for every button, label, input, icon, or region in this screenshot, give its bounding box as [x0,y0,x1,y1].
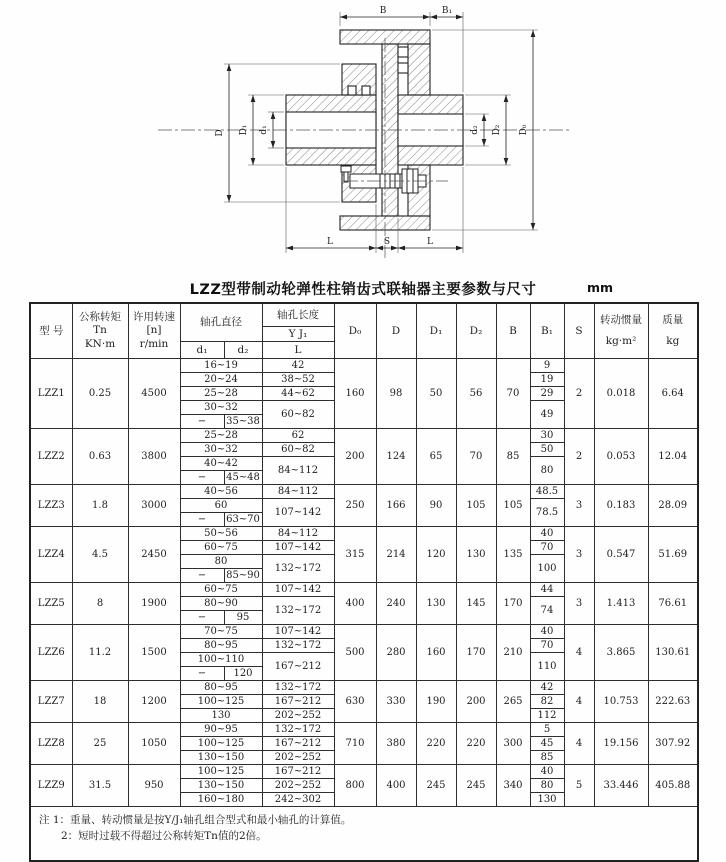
B-cell: 300 [496,723,530,765]
dim-label-D: D [215,129,225,137]
parameters-table [29,302,699,862]
D-cell: 214 [376,527,416,583]
bore-dia-cell: 130~150 [180,751,262,765]
bore-len-cell: 62 [262,429,334,443]
inertia-cell: 0.547 [594,527,648,583]
d1-cell: − [180,513,224,527]
model-cell: LZZ6 [30,625,72,681]
B1-cell: 80 [530,457,564,485]
B-cell: 210 [496,625,530,681]
B-cell: 340 [496,765,530,807]
table-header [30,303,698,359]
B1-cell: 50 [530,443,564,457]
B1-cell: 70 [530,541,564,555]
table-row [30,359,698,373]
B1-cell: 85 [530,751,564,765]
D1-cell: 90 [416,485,456,527]
header-torque: 公称转矩 Tn KN·m [72,303,128,359]
bore-len-cell: 242~302 [262,793,334,807]
table-notes [30,807,698,862]
B1-cell: 40 [530,765,564,779]
bore-len-cell: 202~252 [262,709,334,723]
D0-cell: 800 [334,765,376,807]
S-cell: 3 [564,485,594,527]
bore-dia-cell: 50~56 [180,527,262,541]
D-cell: 280 [376,625,416,681]
bore-len-cell: 202~252 [262,751,334,765]
bore-dia-cell: 60 [180,499,262,513]
bore-len-cell: 107~142 [262,499,334,527]
note-2: 2：短时过载不得超过公称转矩Tn值的2倍。 [61,830,267,843]
dim-label-D0: D₀ [519,124,529,136]
bore-len-cell: 60~82 [262,443,334,457]
bore-len-cell: 132~172 [262,723,334,737]
D1-cell: 245 [416,765,456,807]
table-row [30,723,698,737]
bore-dia-cell: 25~28 [180,387,262,401]
header-bore-len: 轴孔长度 [262,303,334,327]
table-body [30,359,698,807]
bore-len-cell: 44~62 [262,387,334,401]
D-cell: 380 [376,723,416,765]
D1-cell: 50 [416,359,456,429]
model-cell: LZZ5 [30,583,72,625]
bore-dia-cell: 90~95 [180,723,262,737]
B1-cell: 44 [530,583,564,597]
bore-len-cell: 42 [262,359,334,373]
unit-label: mm [586,280,613,295]
model-cell: LZZ9 [30,765,72,807]
bore-dia-cell: 30~32 [180,443,262,457]
dim-label-D1: D₁ [239,124,249,136]
S-cell: 4 [564,625,594,681]
B1-cell: 30 [530,429,564,443]
title-row [29,278,697,298]
D0-cell: 500 [334,625,376,681]
header-model: 型 号 [30,303,72,359]
D1-cell: 130 [416,583,456,625]
bore-len-cell: 60~82 [262,401,334,429]
model-cell: LZZ7 [30,681,72,723]
header-d1: d₁ [180,342,224,359]
bore-dia-cell: 130~150 [180,779,262,793]
B1-cell: 19 [530,373,564,387]
B-cell: 85 [496,429,530,485]
B-cell: 170 [496,583,530,625]
torque-cell: 31.5 [72,765,128,807]
bore-len-cell: 132~172 [262,597,334,625]
inertia-cell: 19.156 [594,723,648,765]
bore-len-cell: 167~212 [262,695,334,709]
speed-cell: 2450 [128,527,180,583]
header-D2: D₂ [456,303,496,359]
B1-cell: 40 [530,625,564,639]
header-bore-dia: 轴孔直径 [180,303,262,342]
inertia-cell: 0.018 [594,359,648,429]
d2-cell: 45~48 [224,471,262,485]
table-row [30,765,698,779]
bore-dia-cell: 25~28 [180,429,262,443]
header-D: D [376,303,416,359]
bore-dia-cell: 70~75 [180,625,262,639]
D1-cell: 190 [416,681,456,723]
d2-cell: 35~38 [224,415,262,429]
d1-cell: − [180,471,224,485]
mass-cell: 28.09 [648,485,698,527]
B-cell: 105 [496,485,530,527]
mass-cell: 76.61 [648,583,698,625]
dim-label-L-right: L [427,237,433,247]
bore-dia-cell: 16~19 [180,359,262,373]
D0-cell: 400 [334,583,376,625]
dim-label-D2: D₂ [492,124,502,136]
table-row [30,485,698,499]
speed-cell: 1050 [128,723,180,765]
torque-cell: 8 [72,583,128,625]
speed-cell: 3800 [128,429,180,485]
mass-cell: 222.63 [648,681,698,723]
speed-cell: 1200 [128,681,180,723]
B-cell: 265 [496,681,530,723]
header-B: B [496,303,530,359]
dim-label-S: S [383,237,391,247]
B1-cell: 130 [530,793,564,807]
bore-len-cell: 132~172 [262,639,334,653]
D2-cell: 56 [456,359,496,429]
B-cell: 135 [496,527,530,583]
D0-cell: 160 [334,359,376,429]
mass-cell: 6.64 [648,359,698,429]
S-cell: 2 [564,429,594,485]
bore-dia-cell: 100~110 [180,653,262,667]
mass-cell: 405.88 [648,765,698,807]
D2-cell: 70 [456,429,496,485]
D2-cell: 220 [456,723,496,765]
S-cell: 3 [564,527,594,583]
B1-cell: 112 [530,709,564,723]
d2-cell: 120 [224,667,262,681]
D-cell: 240 [376,583,416,625]
inertia-cell: 33.446 [594,765,648,807]
torque-cell: 11.2 [72,625,128,681]
model-cell: LZZ8 [30,723,72,765]
header-B1: B₁ [530,303,564,359]
B1-cell: 110 [530,653,564,681]
coupling-cross-section [0,0,726,272]
bore-dia-cell: 60~75 [180,541,262,555]
model-cell: LZZ1 [30,359,72,429]
D1-cell: 120 [416,527,456,583]
header-L: L [262,342,334,359]
bore-dia-cell: 60~75 [180,583,262,597]
header-S: S [564,303,594,359]
D-cell: 330 [376,681,416,723]
bore-dia-cell: 80~90 [180,597,262,611]
bore-len-cell: 167~212 [262,737,334,751]
bore-len-cell: 107~142 [262,583,334,597]
speed-cell: 3000 [128,485,180,527]
bore-len-cell: 38~52 [262,373,334,387]
torque-cell: 4.5 [72,527,128,583]
D-cell: 98 [376,359,416,429]
D2-cell: 145 [456,583,496,625]
bore-len-cell: 107~142 [262,541,334,555]
header-D0: D₀ [334,303,376,359]
inertia-cell: 10.753 [594,681,648,723]
D-cell: 400 [376,765,416,807]
torque-cell: 1.8 [72,485,128,527]
bore-len-cell: 132~172 [262,681,334,695]
S-cell: 2 [564,359,594,429]
d1-cell: − [180,611,224,625]
header-yj: Y J₁ [262,327,334,342]
B-cell: 70 [496,359,530,429]
speed-cell: 950 [128,765,180,807]
B1-cell: 70 [530,639,564,653]
model-cell: LZZ4 [30,527,72,583]
B1-cell: 48.5 [530,485,564,499]
d1-cell: − [180,415,224,429]
d1-cell: − [180,667,224,681]
bore-dia-cell: 100~125 [180,765,262,779]
torque-cell: 0.63 [72,429,128,485]
B1-cell: 45 [530,737,564,751]
B1-cell: 82 [530,695,564,709]
bore-len-cell: 167~212 [262,653,334,681]
B1-cell: 49 [530,401,564,429]
mass-cell: 130.61 [648,625,698,681]
B1-cell: 80 [530,779,564,793]
bore-dia-cell: 30~32 [180,401,262,415]
B1-cell: 40 [530,527,564,541]
bore-dia-cell: 160~180 [180,793,262,807]
header-d2: d₂ [224,342,262,359]
bore-dia-cell: 130 [180,709,262,723]
speed-cell: 1900 [128,583,180,625]
D-cell: 124 [376,429,416,485]
mass-cell: 12.04 [648,429,698,485]
bore-dia-cell: 100~125 [180,737,262,751]
D-cell: 166 [376,485,416,527]
D0-cell: 315 [334,527,376,583]
D0-cell: 250 [334,485,376,527]
inertia-cell: 1.413 [594,583,648,625]
B1-cell: 78.5 [530,499,564,527]
bore-len-cell: 202~252 [262,779,334,793]
header-inertia: 转动惯量 kg·m² [594,303,648,359]
bore-dia-cell: 40~56 [180,485,262,499]
torque-cell: 18 [72,681,128,723]
model-cell: LZZ3 [30,485,72,527]
bore-dia-cell: 40~42 [180,457,262,471]
S-cell: 4 [564,723,594,765]
D0-cell: 200 [334,429,376,485]
inertia-cell: 0.183 [594,485,648,527]
bore-len-cell: 84~112 [262,485,334,499]
bore-dia-cell: 20~24 [180,373,262,387]
B1-cell: 5 [530,723,564,737]
dim-label-B1: B₁ [441,6,453,16]
bore-len-cell: 107~142 [262,625,334,639]
B1-cell: 9 [530,359,564,373]
B1-cell: 42 [530,681,564,695]
header-D1: D₁ [416,303,456,359]
speed-cell: 4500 [128,359,180,429]
speed-cell: 1500 [128,625,180,681]
page-title: LZZ型带制动轮弹性柱销齿式联轴器主要参数与尺寸 [189,282,537,298]
d1-cell: − [180,569,224,583]
bore-dia-cell: 100~125 [180,695,262,709]
bore-dia-cell: 80~95 [180,639,262,653]
d2-cell: 95 [224,611,262,625]
dim-label-d1: d₁ [259,125,269,135]
table-row [30,527,698,541]
S-cell: 4 [564,681,594,723]
D2-cell: 245 [456,765,496,807]
mass-cell: 307.92 [648,723,698,765]
dim-label-d2: d₂ [470,125,480,135]
table-row [30,625,698,639]
torque-cell: 0.25 [72,359,128,429]
table-row [30,681,698,695]
d2-cell: 63~70 [224,513,262,527]
D1-cell: 220 [416,723,456,765]
bore-dia-cell: 80~95 [180,681,262,695]
header-speed: 许用转速 [n] r/min [128,303,180,359]
header-mass: 质量 kg [648,303,698,359]
S-cell: 3 [564,583,594,625]
bore-len-cell: 84~112 [262,457,334,485]
bore-len-cell: 132~172 [262,555,334,583]
D1-cell: 65 [416,429,456,485]
D0-cell: 630 [334,681,376,723]
note-1: 注 1：重量、转动惯量是按Y/J₁轴孔组合型式和最小轴孔的计算值。 [39,814,352,826]
bore-len-cell: 167~212 [262,765,334,779]
B1-cell: 100 [530,555,564,583]
B1-cell: 74 [530,597,564,625]
model-cell: LZZ2 [30,429,72,485]
coupling-drawing [0,0,726,272]
d2-cell: 85~90 [224,569,262,583]
dim-label-L-left: L [327,237,333,247]
table-row [30,583,698,597]
D2-cell: 105 [456,485,496,527]
table-row [30,429,698,443]
D2-cell: 200 [456,681,496,723]
mass-cell: 51.69 [648,527,698,583]
bore-dia-cell: 80 [180,555,262,569]
torque-cell: 25 [72,723,128,765]
dim-label-B: B [379,6,387,16]
B1-cell: 29 [530,387,564,401]
inertia-cell: 3.865 [594,625,648,681]
S-cell: 5 [564,765,594,807]
D2-cell: 130 [456,527,496,583]
D0-cell: 710 [334,723,376,765]
D1-cell: 160 [416,625,456,681]
D2-cell: 170 [456,625,496,681]
bore-len-cell: 84~112 [262,527,334,541]
inertia-cell: 0.053 [594,429,648,485]
